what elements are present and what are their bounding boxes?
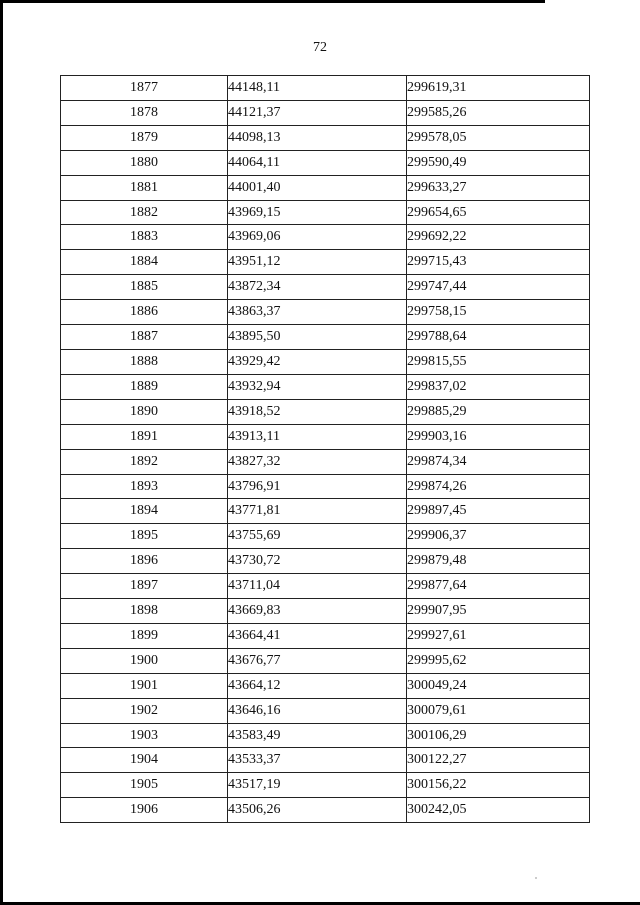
year-cell: 1892 bbox=[61, 449, 228, 474]
year-cell: 1891 bbox=[61, 424, 228, 449]
value-b-cell: 299715,43 bbox=[407, 250, 590, 275]
year-cell: 1877 bbox=[61, 76, 228, 101]
value-b-cell: 299815,55 bbox=[407, 349, 590, 374]
table-row bbox=[61, 673, 590, 698]
table-row bbox=[61, 374, 590, 399]
value-a-cell: 43730,72 bbox=[228, 549, 407, 574]
value-a-cell: 43533,37 bbox=[228, 748, 407, 773]
table-row bbox=[61, 250, 590, 275]
value-a-cell: 43951,12 bbox=[228, 250, 407, 275]
table-row bbox=[61, 424, 590, 449]
value-b-cell: 299903,16 bbox=[407, 424, 590, 449]
year-cell: 1883 bbox=[61, 225, 228, 250]
table-row bbox=[61, 225, 590, 250]
value-a-cell: 43929,42 bbox=[228, 349, 407, 374]
value-b-cell: 299874,26 bbox=[407, 474, 590, 499]
value-b-cell: 299619,31 bbox=[407, 76, 590, 101]
year-cell: 1905 bbox=[61, 773, 228, 798]
value-b-cell: 299885,29 bbox=[407, 399, 590, 424]
value-a-cell: 43771,81 bbox=[228, 499, 407, 524]
year-cell: 1887 bbox=[61, 325, 228, 350]
table-row bbox=[61, 499, 590, 524]
value-b-cell: 300122,27 bbox=[407, 748, 590, 773]
year-cell: 1893 bbox=[61, 474, 228, 499]
table-row bbox=[61, 300, 590, 325]
scan-border-top bbox=[0, 0, 545, 3]
year-cell: 1904 bbox=[61, 748, 228, 773]
value-a-cell: 43664,12 bbox=[228, 673, 407, 698]
table-row bbox=[61, 599, 590, 624]
year-cell: 1881 bbox=[61, 175, 228, 200]
table-row bbox=[61, 648, 590, 673]
year-cell: 1903 bbox=[61, 723, 228, 748]
value-a-cell: 44001,40 bbox=[228, 175, 407, 200]
value-b-cell: 299907,95 bbox=[407, 599, 590, 624]
year-cell: 1882 bbox=[61, 200, 228, 225]
year-cell: 1898 bbox=[61, 599, 228, 624]
value-a-cell: 43646,16 bbox=[228, 698, 407, 723]
value-b-cell: 299585,26 bbox=[407, 100, 590, 125]
table-row bbox=[61, 773, 590, 798]
value-a-cell: 43969,06 bbox=[228, 225, 407, 250]
year-cell: 1879 bbox=[61, 125, 228, 150]
year-cell: 1889 bbox=[61, 374, 228, 399]
table-row bbox=[61, 349, 590, 374]
value-b-cell: 299906,37 bbox=[407, 524, 590, 549]
value-a-cell: 43918,52 bbox=[228, 399, 407, 424]
year-cell: 1888 bbox=[61, 349, 228, 374]
value-a-cell: 43932,94 bbox=[228, 374, 407, 399]
value-a-cell: 43664,41 bbox=[228, 623, 407, 648]
value-b-cell: 300079,61 bbox=[407, 698, 590, 723]
value-b-cell: 299788,64 bbox=[407, 325, 590, 350]
table-row bbox=[61, 100, 590, 125]
year-cell: 1886 bbox=[61, 300, 228, 325]
year-cell: 1901 bbox=[61, 673, 228, 698]
value-a-cell: 43872,34 bbox=[228, 275, 407, 300]
table-row bbox=[61, 150, 590, 175]
value-a-cell: 44064,11 bbox=[228, 150, 407, 175]
year-cell: 1900 bbox=[61, 648, 228, 673]
value-b-cell: 299877,64 bbox=[407, 574, 590, 599]
table-row bbox=[61, 474, 590, 499]
value-a-cell: 43669,83 bbox=[228, 599, 407, 624]
value-b-cell: 300049,24 bbox=[407, 673, 590, 698]
table-row bbox=[61, 449, 590, 474]
table-row bbox=[61, 275, 590, 300]
scan-speck bbox=[535, 877, 537, 879]
table-row bbox=[61, 549, 590, 574]
value-b-cell: 299590,49 bbox=[407, 150, 590, 175]
value-b-cell: 299633,27 bbox=[407, 175, 590, 200]
value-a-cell: 44121,37 bbox=[228, 100, 407, 125]
value-b-cell: 299747,44 bbox=[407, 275, 590, 300]
year-cell: 1897 bbox=[61, 574, 228, 599]
value-b-cell: 299692,22 bbox=[407, 225, 590, 250]
table-row bbox=[61, 574, 590, 599]
value-b-cell: 299897,45 bbox=[407, 499, 590, 524]
table-row bbox=[61, 798, 590, 823]
year-cell: 1902 bbox=[61, 698, 228, 723]
table-row bbox=[61, 76, 590, 101]
year-cell: 1906 bbox=[61, 798, 228, 823]
table-row bbox=[61, 748, 590, 773]
value-b-cell: 299654,65 bbox=[407, 200, 590, 225]
year-cell: 1895 bbox=[61, 524, 228, 549]
year-cell: 1880 bbox=[61, 150, 228, 175]
value-a-cell: 43913,11 bbox=[228, 424, 407, 449]
value-a-cell: 43583,49 bbox=[228, 723, 407, 748]
year-cell: 1884 bbox=[61, 250, 228, 275]
value-a-cell: 43863,37 bbox=[228, 300, 407, 325]
value-a-cell: 43969,15 bbox=[228, 200, 407, 225]
year-cell: 1899 bbox=[61, 623, 228, 648]
year-cell: 1896 bbox=[61, 549, 228, 574]
value-a-cell: 43827,32 bbox=[228, 449, 407, 474]
coordinate-table-body bbox=[61, 76, 590, 823]
value-a-cell: 43506,26 bbox=[228, 798, 407, 823]
value-b-cell: 299578,05 bbox=[407, 125, 590, 150]
value-a-cell: 44148,11 bbox=[228, 76, 407, 101]
table-row bbox=[61, 399, 590, 424]
table-row bbox=[61, 200, 590, 225]
value-b-cell: 300156,22 bbox=[407, 773, 590, 798]
year-cell: 1894 bbox=[61, 499, 228, 524]
value-b-cell: 299927,61 bbox=[407, 623, 590, 648]
table-row bbox=[61, 623, 590, 648]
table-row bbox=[61, 524, 590, 549]
value-b-cell: 299837,02 bbox=[407, 374, 590, 399]
value-b-cell: 299874,34 bbox=[407, 449, 590, 474]
scan-border-left bbox=[0, 0, 3, 905]
table-row bbox=[61, 125, 590, 150]
value-b-cell: 300106,29 bbox=[407, 723, 590, 748]
value-a-cell: 43895,50 bbox=[228, 325, 407, 350]
value-a-cell: 43676,77 bbox=[228, 648, 407, 673]
value-a-cell: 43796,91 bbox=[228, 474, 407, 499]
table-row bbox=[61, 698, 590, 723]
value-b-cell: 299995,62 bbox=[407, 648, 590, 673]
year-cell: 1890 bbox=[61, 399, 228, 424]
value-b-cell: 299879,48 bbox=[407, 549, 590, 574]
table-row bbox=[61, 325, 590, 350]
value-a-cell: 43711,04 bbox=[228, 574, 407, 599]
year-cell: 1885 bbox=[61, 275, 228, 300]
value-a-cell: 44098,13 bbox=[228, 125, 407, 150]
table-row bbox=[61, 175, 590, 200]
table-row bbox=[61, 723, 590, 748]
year-cell: 1878 bbox=[61, 100, 228, 125]
value-b-cell: 300242,05 bbox=[407, 798, 590, 823]
coordinate-table bbox=[60, 75, 590, 823]
page-number: 72 bbox=[313, 40, 327, 55]
value-b-cell: 299758,15 bbox=[407, 300, 590, 325]
value-a-cell: 43517,19 bbox=[228, 773, 407, 798]
value-a-cell: 43755,69 bbox=[228, 524, 407, 549]
